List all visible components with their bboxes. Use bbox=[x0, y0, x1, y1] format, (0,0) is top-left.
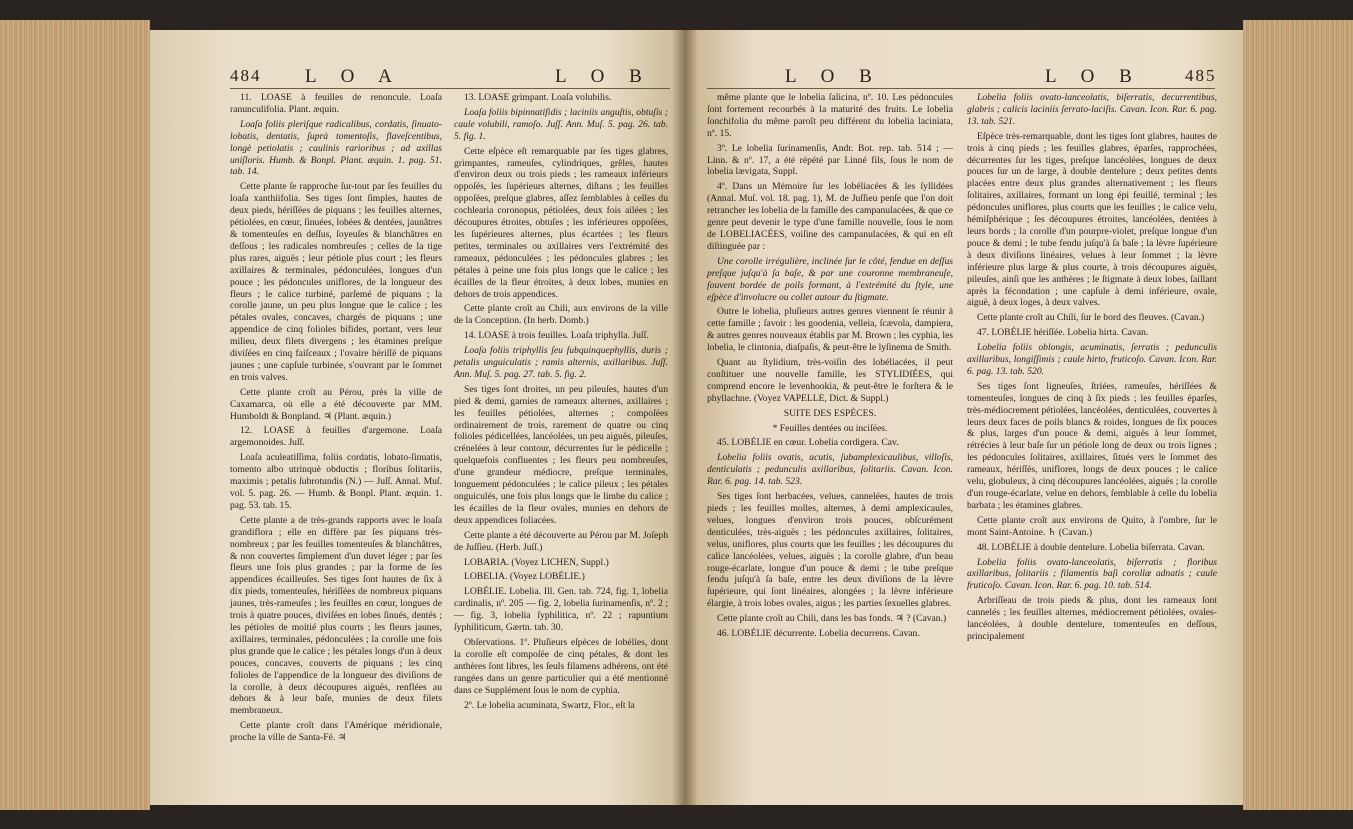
running-head-right-1: L O B bbox=[785, 66, 882, 87]
paragraph: 13. LOASE grimpant. Loaſa volubilis. bbox=[464, 92, 612, 103]
left-page bbox=[150, 30, 685, 805]
page-edges-left bbox=[0, 20, 150, 810]
paragraph: Loaſa foliis plerìſque radicalibus, cordatis, ſinuato-lobatis, dentatis, ſuprà tomentoſis, flaveſcentibus, longè petiolatis ; caulinis rarioribus ; ad axillas uniſloris. Humb. & Bonpl. Plant. æquin. 1. pag. 51. tab. 14. bbox=[230, 118, 442, 178]
paragraph: LOBARIA. (Voyez LICHEN, Suppl.) bbox=[464, 556, 609, 568]
paragraph: Ses tiges ſont droites, un peu pileuſes, hautes d'un pied & demi, garnies de rameaux alternes, axillaires ; les feuilles pétiolées, alternes ; compoſées ordinairement de trois, rarement de quatre ou cinq folioles pédicellées, lancéolées, un peu aiguës, pileuſes, crénelées à leur contour, décurrentes ſur le pédicelle ; quelquefois confluentes ; les fleurs peu nombreuſes, d'une grandeur médiocre, preſque terminales, longuement pédonculées ; le calice pileux ; les pétales onguiculés, une fois plus longs que le limbe du calice ; les écailles de la fleur ovales, munies en dehors de deux appendices foliacées. bbox=[454, 383, 668, 526]
header-rule-right bbox=[707, 88, 1215, 89]
paragraph: Cette plante a de très-grands rapports avec le loaſa grandiflora ; elle en diffère par ſes piquans très-nombreux ; par ſes feuilles tomenteuſes & blanchâtres, & non couvertes ſimplement d'un duvet léger ; par ſes fleurs une fois plus grandes ; par la forme de ſes appendices écailleuſes. Ses tiges ſont hautes de ſix à dix pieds, tomenteuſes, hériſſées de nombreux piquans jaunes, très-rameuſes ; les feuilles en cœur, longues de trois à quatre pouces, diviſées en lobes ſinués, dentés ; les pétioles de moitié plus courts ; les fleurs jaunes, axillaires, terminales, pédonculées ; la corolle une fois plus grande que le calice ; les pétales longs d'un à deux pouces, concaves, couverts de piquans ; les cinq folioles de l'appendice de la longueur des diviſions de la corolle, à deux découpures aiguës, renflées au dehors & à leur baſe, munies de deux filets membraneux. bbox=[230, 514, 442, 717]
paragraph: Cette plante croît aux environs de Quito, à l'ombre, ſur le mont Saint-Antoine. ♄ (Cavan.) bbox=[967, 514, 1217, 538]
paragraph: 45. LOBÉLIE en cœur. Lobelia cordigera. Cav. bbox=[717, 437, 899, 449]
paragraph: Une corolle irrégulière, inclinée ſur le côté, fendue en deſſus preſque juſqu'à ſa baſe, & par une couronne membraneuſe, ſouvent bordée de poils formant, à l'extrémité du ſtyle, une eſpèce d'involucre ou collet autour du ſtigmate. bbox=[707, 255, 953, 303]
paragraph: Cette eſpèce eſt remarquable par ſes tiges glabres, grimpantes, rameuſes, cylindriques, grêles, hautes d'environ deux ou trois pieds ; les rameaux inférieurs oppoſés, les ſupérieurs alternes, diſtans ; les feuilles oppoſées, preſque glabres, aſſez ſemblables à celles du cochlearia coronopus, pétiolées, deux fois ailées ; les découpures étroites, obtuſes ; les inférieures oppoſées, les ſupérieures alternes, plus écartées ; les fleurs petites, terminales ou axillaires vers l'extrémité des rameaux, pédonculées ; les pédoncules glabres ; les pétales à peine une fois plus longs que le calice ; les écailles de la fleur étroites, à deux lobes, munies en dehors de trois appendices. bbox=[454, 145, 668, 300]
paragraph: Loaſa foliis bipinnatifidis ; laciniis anguſtis, obtuſis ; caule volubili, ramoſo. Juſſ. Ann. Muſ. 5. pag. 26. tab. 5. fig. 1. bbox=[454, 106, 668, 142]
paragraph: Eſpèce très-remarquable, dont les tiges ſont glabres, hautes de trois à cinq pieds ; les feuilles glabres, éparſes, rapprochées, décurrentes ſur les tiges, preſque lancéolées, longues de deux pouces ſur un de large, à double dentelure ; deux petites dents placées entre deux plus grandes alternativement ; les fleurs ſolitaires, axillaires, formant un long épi feuillé, terminal ; les pédoncules uniflores, plus courts que les feuilles ; le calice velu, hémiſphérique ; ſes découpures étroites, lancéolées, dentées à leurs bords ; la corolle d'un pourpre-violet, preſque longue d'un pouce & demi ; le tube fendu juſqu'à ſa baſe ; la lèvre ſupérieure à deux diviſions linéaires, velues à leur ſommet ; la lèvre inférieure plus large & plus courte, à trois découpures aiguës, pileuſes, ainſi que les anthères ; le ſtigmate à deux lobes, ſaillant après la fécondation ; une capſule à demi inférieure, ovale, aiguë, à deux loges, à deux valves. bbox=[967, 130, 1217, 309]
paragraph: 12. LOASE à feuilles d'argemone. Loaſa argemonoides. Juſſ. bbox=[230, 425, 442, 449]
paragraph: LOBÉLIE. Lobelia. Ill. Gen. tab. 724, fig. 1, lobelia cardinalis, nº. 205 — fig. 2, lobelia ſurinamenſis, nº. 2 ; — fig. 3, lobelia ſyphilitica, nº. 22 ; rapuntium ſyphiliticum, Gærtn. tab. 30. bbox=[454, 586, 668, 634]
paragraph: Lobelia foliis ovato-lanceolatis, biſerratis, decurrentibus, glabris ; calicis laciniis ſerrato-laciſis. Cavan. Icon. Rar. 6. pag. 13. tab. 521. bbox=[967, 92, 1217, 127]
paragraph: Loaſa foliis triphyllis ſeu ſubquinquephyllis, duris ; petalis unguiculatis ; ramis alternis, axillaribus. Juſſ. Ann. Muſ. 5. pag. 27. tab. 5. fig. 2. bbox=[454, 345, 668, 380]
paragraph: Lobelia foliis ovato-lanceolatis, biſerratis ; floribus axillaribus, ſolitariis ; filamentis baſi corollæ adnatis ; caule fruticoſo. Cavan. Icon. Rar. 6. pag. 10. tab. 514. bbox=[967, 556, 1217, 592]
paragraph: 3º. Le lobelia ſurinamenſis, Andr. Bot. rep. tab. 514 ; — Linn. & nº. 17, a été répété par Linné fils, ſous le nom de lobelia lævigata, Suppl. bbox=[707, 142, 953, 178]
paragraph: 48. LOBÉLIE à double dentelure. Lobelia biſerrata. Cavan. bbox=[977, 541, 1205, 553]
paragraph: LOBELIA. (Voyez LOBÉLIE.) bbox=[464, 571, 585, 583]
paragraph: même plante que le lobelia ſalicina, nº. 10. Les pédoncules ſont fortement recourbés à la maturité des fruits. Le lobelia ſonchifolia du même paroît peu différent du lobelia laciniata, nº. 15. bbox=[707, 92, 953, 139]
paragraph: Cette plante croît au Pérou, près la ville de Caxamarca, où elle a été découverte par MM. Humboldt & Bonpland. ♃ (Plant. æquin.) bbox=[230, 386, 442, 422]
left-column-1 bbox=[230, 92, 442, 747]
paragraph: Ses tiges ſont ligneuſes, ſtriées, rameuſes, hériſſées & tomenteuſes, longues de cinq à ſix pieds ; les feuilles éparſes, très-médiocrement pétiolées, lancéolées, denticulées, couvertes à leurs deux faces de poils blancs & roides, longues de ſix pouces & plus, larges d'un pouce & demi, aiguës à leur ſommet, rétrécies à leur baſe ſur un pétiole long de deux ou trois lignes ; les pédoncules ſolitaires, axillaires, ſitués vers le ſommet des rameaux, hériſſés, uniflores, longs de deux pouces ; le calice velu, globuleux, à cinq découpures lancéolées, aiguës ; la corolle d'un rouge-écarlate, velue en dehors, ſemblable à celle du lobelia barbata ; les étamines glabres. bbox=[967, 380, 1217, 511]
page-number-right: 485 bbox=[1185, 66, 1217, 85]
paragraph: 47. LOBÉLIE hériſſée. Lobelia hirta. Cavan. bbox=[977, 327, 1149, 339]
paragraph: Quant au ſtylidium, très-voiſin des lobéliacées, il peut conſtituer une nouvelle famille, les STYLIDIÉES, qui comprend encore le levenhookia, & peut-être le forſtera & le phyllachne. (Voyez VAPELLE, Dict. & Suppl.) bbox=[707, 357, 953, 404]
paragraph: Arbriſſeau de trois pieds & plus, dont les rameaux ſont cannelés ; les feuilles alternes, médiocrement pétiolées, ovales-lancéolées, à double dentelure, tomenteuſes en deſſous, principalement bbox=[967, 595, 1217, 642]
paragraph: Cette plante croît au Chili, ſur le bord des fleuves. (Cavan.) bbox=[977, 312, 1205, 324]
paragraph: Cette plante a été découverte au Pérou par M. Joſeph de Juſſieu. (Herb. Juſſ.) bbox=[454, 529, 668, 553]
book-gutter bbox=[672, 30, 698, 805]
running-head-right-2: L O B bbox=[1045, 66, 1142, 87]
paragraph: 11. LOASE à feuilles de renoncule. Loaſa ranunculifolia. Plant. æquin. bbox=[230, 92, 442, 115]
paragraph: Loaſa aculeatiſſima, foliis cordatis, lobato-ſinuatis, tomento albo utrinquè obductis ; floribus ſolitariis, maximis ; petalis ſubrotundis (N.) — Juſſ. Annal. Muſ. vol. 5. pag. 26. — Humb. & Bonpl. Plant. æquin. 1. pag. 53. tab. 15. bbox=[230, 452, 442, 511]
paragraph: * Feuilles dentées ou inciſées. bbox=[772, 422, 888, 434]
paragraph: 4º. Dans un Mémoire ſur les lobéliacées & les ſyllidées (Annal. Muſ. vol. 18. pag. 1), M. de Juſſieu penſe que l'on doit retrancher les lobelia de la famille des campanulacées, & que ce genre peut devenir le type d'une famille nouvelle, ſous le nom de LOBELIACÉES, voiſine des campanulacées, & qui en eſt diſtinguée par : bbox=[707, 181, 953, 252]
paragraph: SUITE DES ESPÈCES. bbox=[783, 407, 877, 419]
paragraph: Outre le lobelia, pluſieurs autres genres viennent ſe réunir à cette famille ; ſavoir : les goodenia, velleia, ſcævola, dampiera, & autres genres nouveaux établis par M. Brown ; les cyphia, les lobelia, le clintonia, diaſpaſis, & peut-être le lyſinema de Smith. bbox=[707, 306, 953, 354]
paragraph: Cette plante croît au Chili, dans les bas fonds. ♃ ? (Cavan.) bbox=[717, 613, 947, 625]
running-head-left-2: L O B bbox=[555, 66, 652, 87]
paragraph: Obſervations. 1º. Pluſieurs eſpèces de lobélies, dont la corolle eſt compoſée de cinq pétales, & dont les anthères ſont libres, les ſeuls filamens adhérens, ont été rangées dans un genre particulier qui a été mentionné dans ce Supplément ſous le nom de cyphia. bbox=[454, 636, 668, 696]
paragraph: Cette plante croît au Chili, aux environs de la ville de la Conception. (In herb. Domb.) bbox=[454, 303, 668, 327]
paragraph: Lobelia foliis ovatis, acutis, ſubamplexicaulibus, villoſis, denticulatis ; pedunculis axillaribus, ſolitariis. Cavan. Icon. Rar. 6. pag. 14. tab. 523. bbox=[707, 452, 953, 488]
left-column-2 bbox=[454, 92, 668, 714]
paragraph: Ses tiges ſont herbacées, velues, cannelées, hautes de trois pieds ; les feuilles molles, alternes, à demi amplexicaules, velues, longues d'environ trois pouces, obſcurément denticulées, très-aiguës ; les pédoncules axillaires, ſolitaires, velus, uniflores, plus courts que les feuilles ; les découpures du calice lancéolées, velues, aiguës ; la corolle glabre, d'un beau rouge-écarlate, longue d'un pouce & demi ; le tube preſque fendu juſqu'à ſa baſe, entre les deux diviſions de la lèvre ſupérieure, qui ſont linéaires, alongées ; la lèvre inférieure élargie, à trois lobes ovales, aigus ; les parties ſexuelles glabres. bbox=[707, 491, 953, 610]
right-page bbox=[685, 30, 1243, 805]
right-column-1 bbox=[707, 92, 953, 643]
paragraph: Cette plante croît dans l'Amérique méridionale, proche la ville de Santa-Fé. ♃ bbox=[230, 720, 442, 744]
paragraph: Lobelia foliis oblongis, acuminatis, ſerratis ; pedunculis axillaribus, longiſſimis ; caule hirto, fruticoſo. Cavan. Icon. Rar. 6. pag. 13. tab. 520. bbox=[967, 342, 1217, 377]
paragraph: 2º. Le lobelia acuminata, Swartz, Flor., eſt la bbox=[464, 699, 635, 711]
page-number-left: 484 bbox=[230, 66, 262, 85]
paragraph: 46. LOBÉLIE décurrente. Lobelia decurrens. Cavan. bbox=[717, 628, 920, 640]
header-rule-left bbox=[230, 88, 670, 89]
right-column-2 bbox=[967, 92, 1217, 646]
paragraph: 14. LOASE à trois feuilles. Loaſa triphylla. Juſſ. bbox=[464, 330, 649, 342]
paragraph: Cette plante ſe rapproche ſur-tout par ſes feuilles du loaſa xanthiifolia. Ses tiges ſont ſimples, hautes de deux pieds, hériſſées de piquans ; les feuilles alternes, pétiolées, en cœur, ſinuées, lobées & dentées, jaunâtres & tomenteuſes en deſſus, ſoyeuſes & blanchâtres en deſſous ; les radicales nombreuſes ; celles de la tige plus rares, aiguës ; leur pétiole plus court ; les fleurs axillaires & terminales, pédonculées, longues d'un pouce ; les pédoncules uniflores, de la longueur des fleurs ; le calice turbiné, parſemé de piquans ; la corolle jaune, un peu plus longue que le calice ; les pétales ovales, concaves, chargés de piquans ; une appendice de cinq folioles bifides, portant, vers leur milieu, deux filets divergens ; les étamines preſque diviſées en cinq faiſceaux ; l'ovaire hériſſé de piquans jaunes ; une capſule turbinée, s'ouvrant par le ſommet en trois valves. bbox=[230, 181, 442, 383]
running-head-left-1: L O A bbox=[305, 66, 402, 87]
page-edges-right bbox=[1243, 20, 1353, 810]
